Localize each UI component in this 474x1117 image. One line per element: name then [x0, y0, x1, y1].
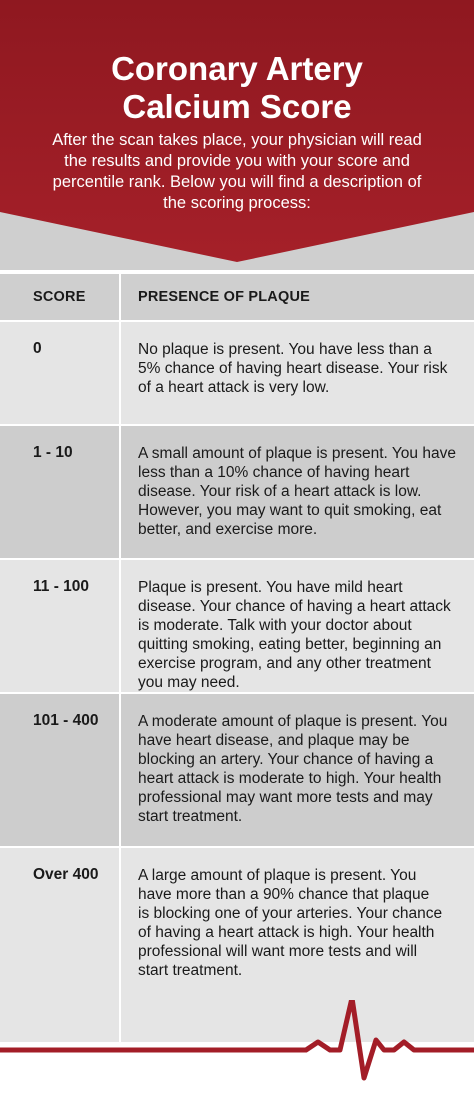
table-row — [0, 322, 474, 426]
heartbeat-line-icon — [0, 1000, 474, 1117]
table-row — [0, 426, 474, 560]
score-cell: 11 - 100 — [0, 560, 121, 692]
table-row — [0, 560, 474, 694]
description-cell: A moderate amount of plaque is present. You have heart disease, and plaque may be blocking an artery. Your chance of having a heart attack is moderate to high. Your health professional may want more tests and may start treatment. — [138, 713, 448, 825]
score-cell: 0 — [0, 322, 121, 424]
description-cell: A small amount of plaque is present. You have less than a 10% chance of having heart disease. Your risk of a heart attack is low. However, you may want to quit smoking, eat better, and exercise more. — [138, 445, 456, 538]
score-cell: 101 - 400 — [0, 694, 121, 846]
page-title — [0, 50, 474, 126]
description-cell: No plaque is present. You have less than a 5% chance of having heart disease. Your risk of a heart attack is very low. — [138, 341, 448, 396]
title-line-2: Calcium Score — [122, 88, 352, 125]
table-row — [0, 694, 474, 848]
score-cell: Over 400 — [0, 848, 121, 1042]
table-header — [0, 274, 474, 322]
title-line-1: Coronary Artery — [111, 50, 363, 87]
header-banner — [0, 0, 474, 270]
header-score: SCORE — [0, 274, 121, 320]
description-cell: Plaque is present. You have mild heart disease. Your chance of having a heart attack is moderate. Talk with your doctor about quitting smoking, eating better, beginning an exercise program, and any other treatment you may need. — [138, 579, 451, 691]
score-table — [0, 274, 474, 1044]
description-cell: A large amount of plaque is present. You have more than a 90% chance that plaque is blocking one of your arteries. Your chance of having a heart attack is high. Your health professional will want more tests and will start treatment. — [138, 867, 443, 979]
intro-text: After the scan takes place, your physician will read the results and provide you with your score and percentile rank. Below you will find a description of the scoring process: — [52, 131, 422, 212]
header-presence: PRESENCE OF PLAQUE — [138, 289, 310, 305]
score-cell: 1 - 10 — [0, 426, 121, 558]
